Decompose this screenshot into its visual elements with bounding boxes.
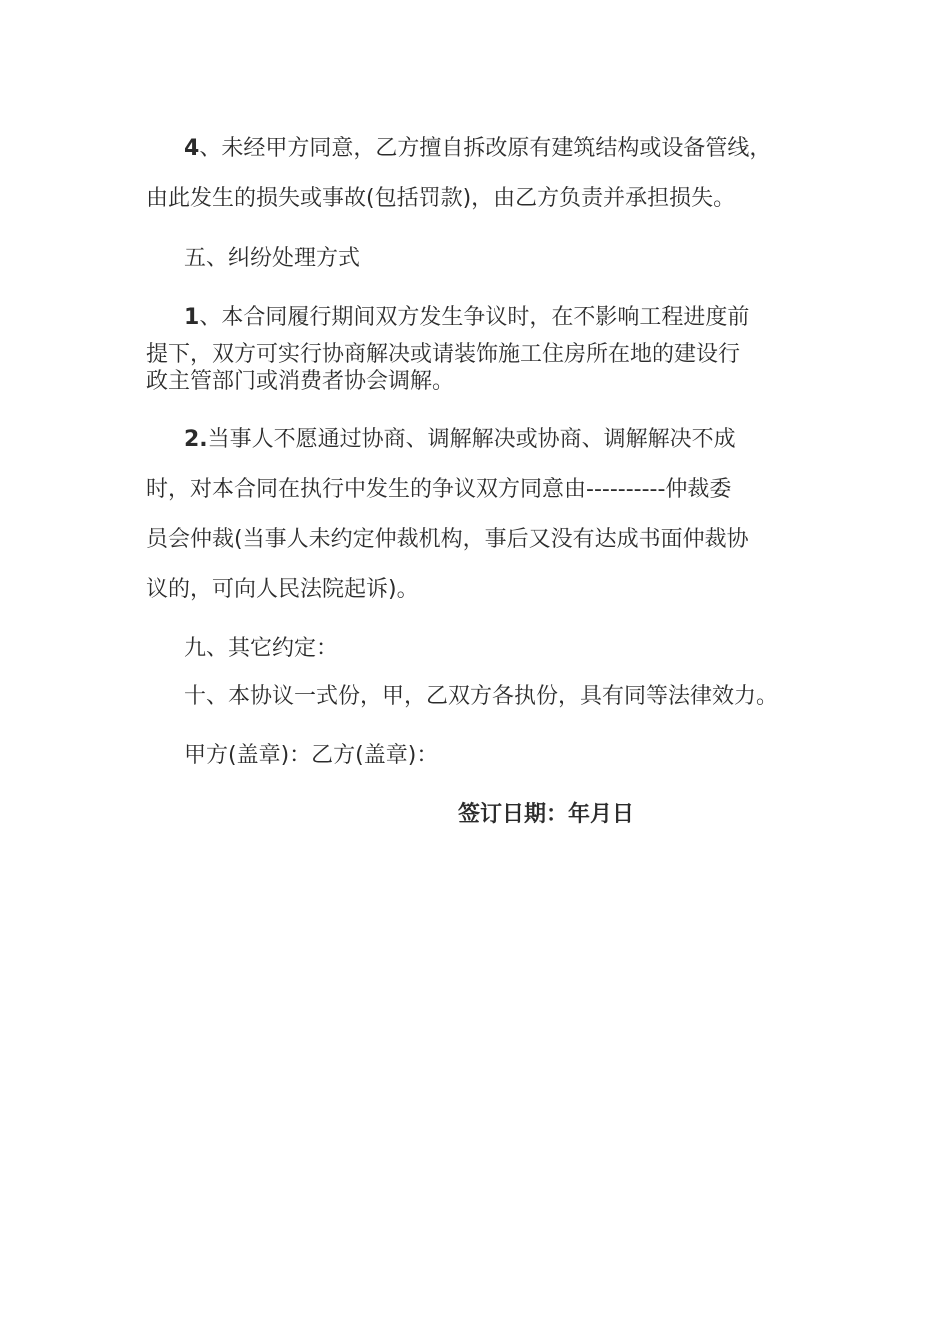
clause-5-1-line-1 xyxy=(184,303,749,333)
signature-line: 甲方(盖章)：乙方(盖章)： xyxy=(184,743,439,768)
clause-5-2-line-4: 议的，可向人民法院起诉)。 xyxy=(146,577,419,602)
clause-4-text-1: 、未经甲方同意，乙方擅自拆改原有建筑结构或设备管线， xyxy=(199,136,772,161)
clause-4-number: 4 xyxy=(184,136,200,161)
clause-5-2-line-1 xyxy=(184,425,736,455)
clause-4-line-2: 由此发生的损失或事故(包括罚款)，由乙方负责并承担损失。 xyxy=(146,186,736,211)
section-9: 九、其它约定： xyxy=(184,636,339,661)
section-5-heading: 五、纠纷处理方式 xyxy=(184,246,361,271)
clause-5-1-line-3: 政主管部门或消费者协会调解。 xyxy=(146,369,455,394)
clause-5-1-text-1: 、本合同履行期间双方发生争议时，在不影响工程进度前 xyxy=(199,305,750,330)
sign-date: 签订日期：年月日 xyxy=(458,802,635,827)
clause-5-2-number: 2. xyxy=(184,427,208,452)
clause-5-1-number: 1 xyxy=(184,305,200,330)
section-10: 十、本协议一式份，甲，乙双方各执份，具有同等法律效力。 xyxy=(184,684,779,709)
clause-5-2-text-1: 当事人不愿通过协商、调解解决或协商、调解解决不成 xyxy=(207,427,736,452)
clause-5-1-line-2: 提下，双方可实行协商解决或请装饰施工住房所在地的建设行 xyxy=(146,342,741,367)
clause-5-2-line-2: 时，对本合同在执行中发生的争议双方同意由----------仲裁委 xyxy=(146,477,732,502)
clause-5-2-line-3: 员会仲裁(当事人未约定仲裁机构，事后又没有达成书面仲裁协 xyxy=(146,527,749,552)
clause-4-line-1 xyxy=(184,134,771,164)
